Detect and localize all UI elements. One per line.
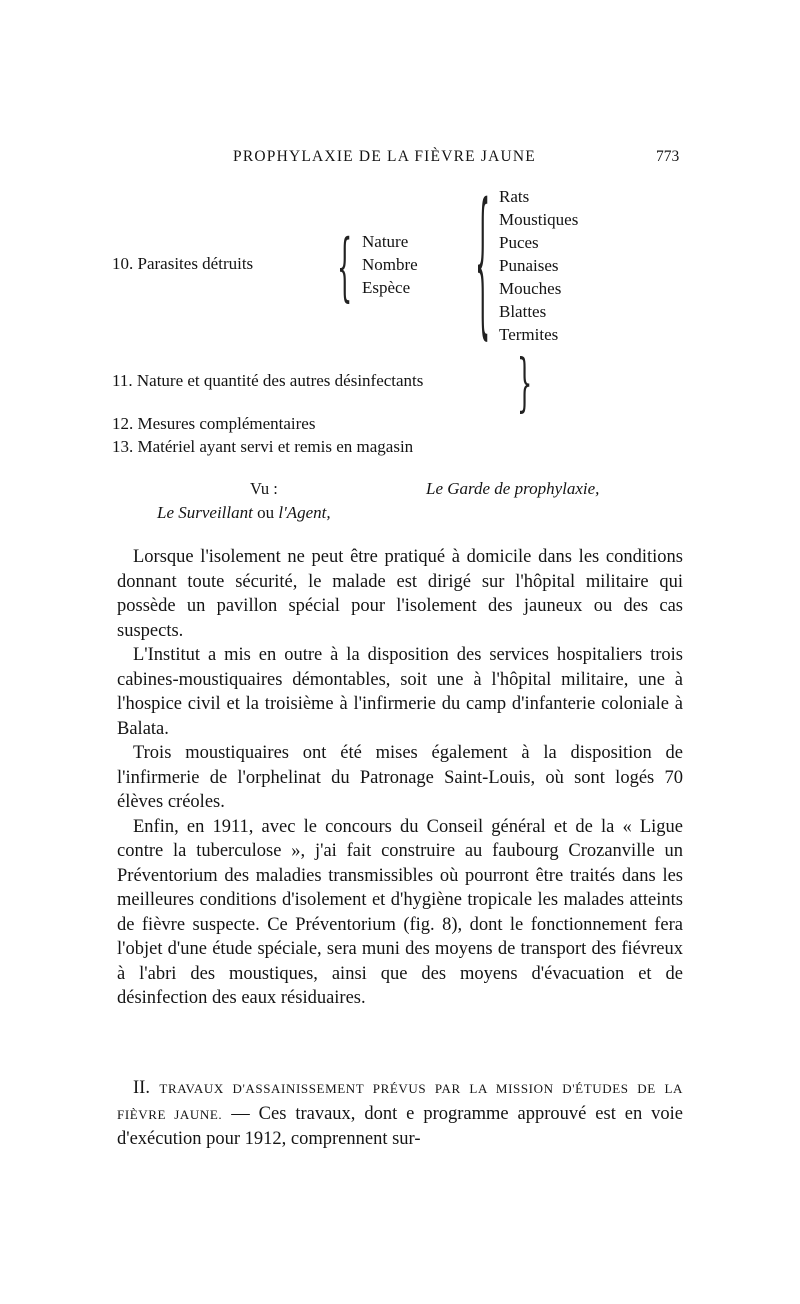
category-espece: Espèce: [362, 278, 411, 297]
parasite-moustiques: Moustiques: [499, 210, 579, 229]
category-nature: Nature: [362, 232, 409, 251]
parasite-rats: Rats: [499, 187, 530, 206]
vu-label: Vu :: [250, 479, 278, 498]
section-heading: TRAVAUX D'ASSAINISSEMENT PRÉVUS PAR LA MISSION D'ÉTUDES DE LA FIÈVRE JAUNE.: [117, 1081, 683, 1122]
garde-signature: Le Garde de prophylaxie,: [426, 479, 600, 498]
surveillant-signature: Le Surveillant ou l'Agent,: [157, 503, 331, 522]
section-number: II.: [133, 1078, 150, 1098]
running-head: [0, 146, 800, 172]
item-12-label: 12. Mesures complémentaires: [112, 414, 316, 433]
section-ii: [117, 1076, 683, 1152]
body-text: [117, 545, 683, 1011]
category-brace: {: [337, 223, 353, 311]
parasite-mouches: Mouches: [499, 279, 562, 298]
item-11-brace: }: [517, 346, 533, 420]
page-number: 773: [656, 148, 680, 165]
item-10-label: 10. Parasites détruits: [112, 254, 254, 273]
parasite-punaises: Punaises: [499, 256, 559, 275]
paragraph: Lorsque l'isolement ne peut être pratiqué à domicile dans les conditions donnant toute sécurité, le malade est dirigé sur l'hôpital militaire qui possède un pavillon spécial pour l'isolement des jauneux ou des cas suspects.: [117, 547, 683, 641]
parasite-puces: Puces: [499, 233, 539, 252]
category-nombre: Nombre: [362, 255, 418, 274]
parasites-brace: {: [475, 170, 491, 356]
running-title: PROPHYLAXIE DE LA FIÈVRE JAUNE: [233, 148, 536, 165]
paragraph: Enfin, en 1911, avec le concours du Conseil général et de la « Ligue contre la tuberculose », j'ai fait construire au faubourg Crozanville un Préventorium des maladies transmissibles où pourront être traités dans les meilleures conditions d'isolement et d'hygiène tropicale les malades atteints de fièvre suspecte. Ce Préventorium (fig. 8), dont le fonctionnement fera l'objet d'une étude spéciale, sera muni des moyens de transport des fiévreux à l'abri des moustiques, ainsi que des moyens d'évacuation et de désinfection des eaux résiduaires.: [117, 816, 683, 1008]
item-13-label: 13. Matériel ayant servi et remis en magasin: [112, 437, 414, 456]
paragraph: Trois moustiquaires ont été mises également à la disposition de l'infirmerie de l'orphelinat du Patronage Saint-Louis, où sont logés 70 élèves créoles.: [117, 743, 683, 812]
item-11-label: 11. Nature et quantité des autres désinfectants: [112, 371, 424, 390]
paragraph: L'Institut a mis en outre à la disposition des services hospitaliers trois cabines-moustiquaires démontables, soit une à l'hôpital militaire, une à l'hospice civil et la troisième à l'infirmerie du camp d'infanterie coloniale à Balata.: [117, 645, 683, 739]
section-text: — Ces travaux, dont e programme approuvé est en voie d'exécution pour 1912, comprennent sur-: [117, 1103, 684, 1149]
parasite-blattes: Blattes: [499, 302, 547, 321]
parasite-termites: Termites: [499, 325, 559, 344]
